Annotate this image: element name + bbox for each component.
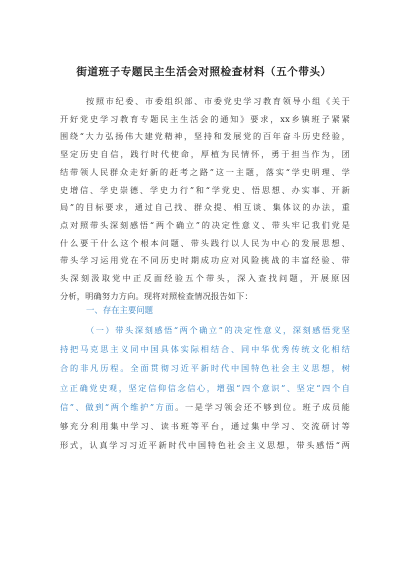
subsection-line-highlight: 信”、做到“两个维护”方面 (60, 401, 176, 412)
intro-line: 头深刻汲取党中正反面经验五个带头，深入查找问题，开展原因 (60, 273, 350, 283)
subsection-line: （一）带头深刻感悟“两个确立”的决定性意义，深刻感悟党坚 (86, 325, 350, 335)
subsection-line-plain: 。一是学习领会还不够到位。班子成员能 (175, 401, 350, 412)
subsection-line: 合的非凡历程。全面贯彻习近平新时代中国特色社会主义思想，树 (60, 363, 350, 374)
intro-line: 带头学习运用党在不同历史时期成功应对风险挑战的丰富经验、带 (60, 255, 350, 266)
subsection-line: 形式，认真学习习近平新时代中国特色社会主义思想，带头感悟“两 (60, 440, 350, 451)
subsection-line: 持把马克思主义同中国具体实际相结合、同中华优秀传统文化相结 (60, 344, 350, 355)
section-heading: 一、存在主要问题 (86, 305, 153, 315)
intro-line: 结带领人民群众走好新的赶考之路”这一主题，落实“学史明理、学 (60, 166, 350, 177)
intro-line: 点对照带头深刻感悟“两个确立”的决定性意义、带头牢记我们党是 (60, 219, 350, 230)
subsection-line (60, 401, 350, 413)
intro-line: 分析，明确努力方向。现将对照检查情况报告如下： (60, 290, 253, 301)
subsection-line: 立正确党史观，坚定信仰信念信心，增强“四个意识”、坚定“四个自 (60, 382, 350, 393)
intro-line: 局”的目标要求，通过自己找、群众提、相互谈、集体议的办法，重 (60, 202, 350, 213)
subsection-line: 够充分利用集中学习、读书班等平台，通过集中学习、交流研讨等 (60, 421, 350, 431)
document-title: 街道班子专题民主生活会对照检查材料（五个带头） (76, 66, 332, 78)
intro-line: 开好党史学习教育专题民主生活会的通知》要求，xx乡镇班子紧紧 (60, 113, 350, 124)
intro-line: 按照市纪委、市委组织部、市委党史学习教育领导小组《关于 (86, 96, 350, 106)
intro-line: 围绕“大力弘扬伟大建党精神，坚持和发展党的百年奋斗历史经验， (60, 131, 350, 142)
intro-line: 史增信、学史崇德、学史力行”和“学党史、悟思想、办实事、开新 (60, 184, 350, 195)
intro-line: 什么要干什么这个根本问题、带头践行以人民为中心的发展思想、 (60, 237, 350, 248)
intro-line: 坚定历史自信，践行时代使命，厚植为民情怀，勇于担当作为，团 (60, 149, 350, 160)
